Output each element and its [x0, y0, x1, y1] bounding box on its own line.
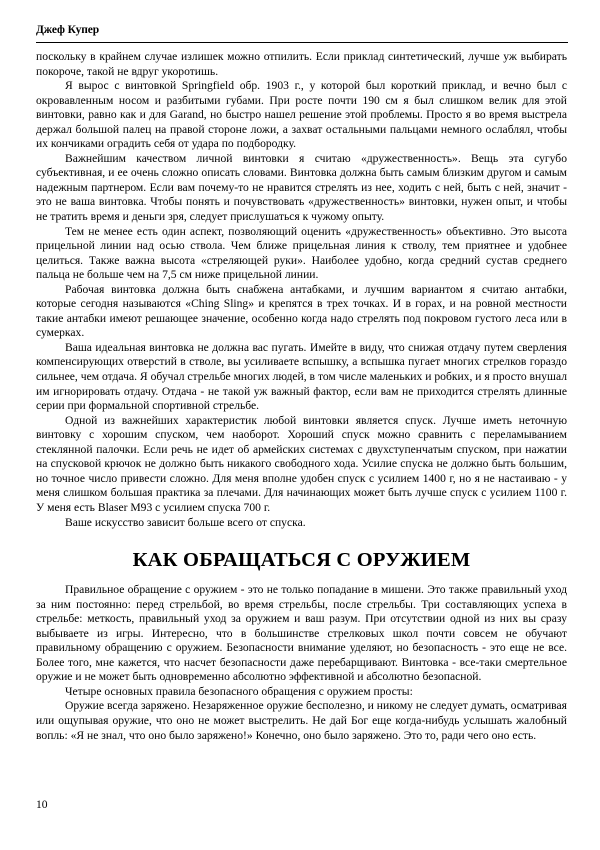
section-heading: КАК ОБРАЩАТЬСЯ С ОРУЖИЕМ [132, 549, 471, 572]
header-divider-rule [36, 42, 568, 43]
paragraph: Важнейшим качеством личной винтовки я считаю «дружественность». Вещь эта сугубо субъективная, и ее очень сложно описать словами. Винтовка должна быть самым близким другом и самым надежным партнером. Если вам почему-то не нравится стрелять из нее, ходить с ней, быть с ней, значит - это не ваша винтовка. Чтобы понять и почувствовать «дружественность» винтовки, нужен опыт, и чтобы не тратить время и деньги зря, следует прислушаться к чужому опыту. [36, 151, 567, 224]
running-header [36, 24, 568, 37]
paragraph: Рабочая винтовка должна быть снабжена антабками, и лучшим вариантом я считаю антабки, которые сегодня называются «Ching Sling» и крепятся в трех точках. И в горах, и на ровной местности такие антабки имеют решающее значение, особенно когда надо стрелять под покровом густого леса или в сумерках. [36, 282, 567, 340]
paragraph: Тем не менее есть один аспект, позволяющий оценить «дружественность» объективно. Это высота прицельной линии над осью ствола. Чем ближе прицельная линия к стволу, тем приятнее и удобнее целиться. Также важна высота «стреляющей руки». Наиболее удобно, когда средний сустав среднего пальца не больше чем на 7,5 см ниже прицельной линии. [36, 224, 567, 282]
body-text-column [36, 50, 567, 743]
running-header-title: Джеф Купер [36, 24, 100, 36]
paragraph: Одной из важнейших характеристик любой винтовки является спуск. Лучше иметь неточную винтовку с хорошим спуском, чем наоборот. Хороший спуск можно сравнить с переламыванием стеклянной палочки. Если речь не идет об армейских системах с двухступенчатым спуском, при нажатии на спусковой крючок не должно быть никакого свободного хода. Усилие спуска не должно быть большим, но точное число привести сложно. Для меня вполне удобен спуск с усилием 1400 г, но я не настаиваю - у меня слишком большая практика за плечами. Для начинающих может быть лучше спуск с усилием 1100 г. У меня есть Blaser M93 с усилием спуска 700 г. [36, 413, 567, 514]
paragraph: Правильное обращение с оружием - это не только попадание в мишени. Это также правильный уход за ним постоянно: перед стрельбой, во время стрельбы, после стрельбы. Три составляющих успеха в стрельбе: меткость, правильный уход за оружием и ваш разум. При отсутствии одной из них вы сразу выбываете из игры. Интересно, что в большинстве стрелковых школ почти совсем не обучают правильному обращению с оружием. Безопасности внимание уделяют, но безопасность - это еще не все. Более того, мне кажется, что насчет безопасности даже перебарщивают. Винтовка - все-таки смертельное оружие и не может быть одновременно абсолютно эффективной и абсолютно безопасной. [36, 583, 567, 684]
paragraph: Я вырос с винтовкой Springfield обр. 1903 г., у которой был короткий приклад, и вечно был с окровавленным носом и разбитыми губами. При росте почти 190 см я был слишком велик для этой винтовки, равно как и для Garand, но быстро нашел решение этой проблемы. Просто я во время выстрела держал большой палец на правой стороне ложи, а захват остальными пальцами немного ослаблял, чтобы их кончиками оградить себя от удара по подбородку. [36, 79, 567, 151]
paragraph: Оружие всегда заряжено. Незаряженное оружие бесполезно, и никому не следует думать, осматривая или ощупывая оружие, что оно не может выстрелить. Не дай Бог еще когда-нибудь услышать жалобный вопль: «Я не знал, что оно было заряжено!» Конечно, оно было заряжено. Это то, ради чего оно есть. [36, 699, 567, 742]
paragraph: Ваша идеальная винтовка не должна вас пугать. Имейте в виду, что снижая отдачу путем сверления компенсирующих отверстий в стволе, вы усиливаете вспышку, а вспышка пугает многих стрелков гораздо сильнее, чем отдача. Я обучал стрельбе многих людей, в том числе маленьких и робких, и я просто внушал им игнорировать отдачу. Отдача - не такой уж важный фактор, если вам не приходится стрелять длинные серии при формальной спортивной стрельбе. [36, 340, 567, 413]
paragraph-continuation: поскольку в крайнем случае излишек можно отпилить. Если приклад синтетический, лучше уж выбирать покороче, такой не вдруг укоротишь. [36, 50, 567, 78]
page-number: 10 [36, 798, 48, 811]
paragraph: Четыре основных правила безопасного обращения с оружием просты: [65, 684, 413, 698]
paragraph: Ваше искусство зависит больше всего от спуска. [65, 515, 306, 529]
